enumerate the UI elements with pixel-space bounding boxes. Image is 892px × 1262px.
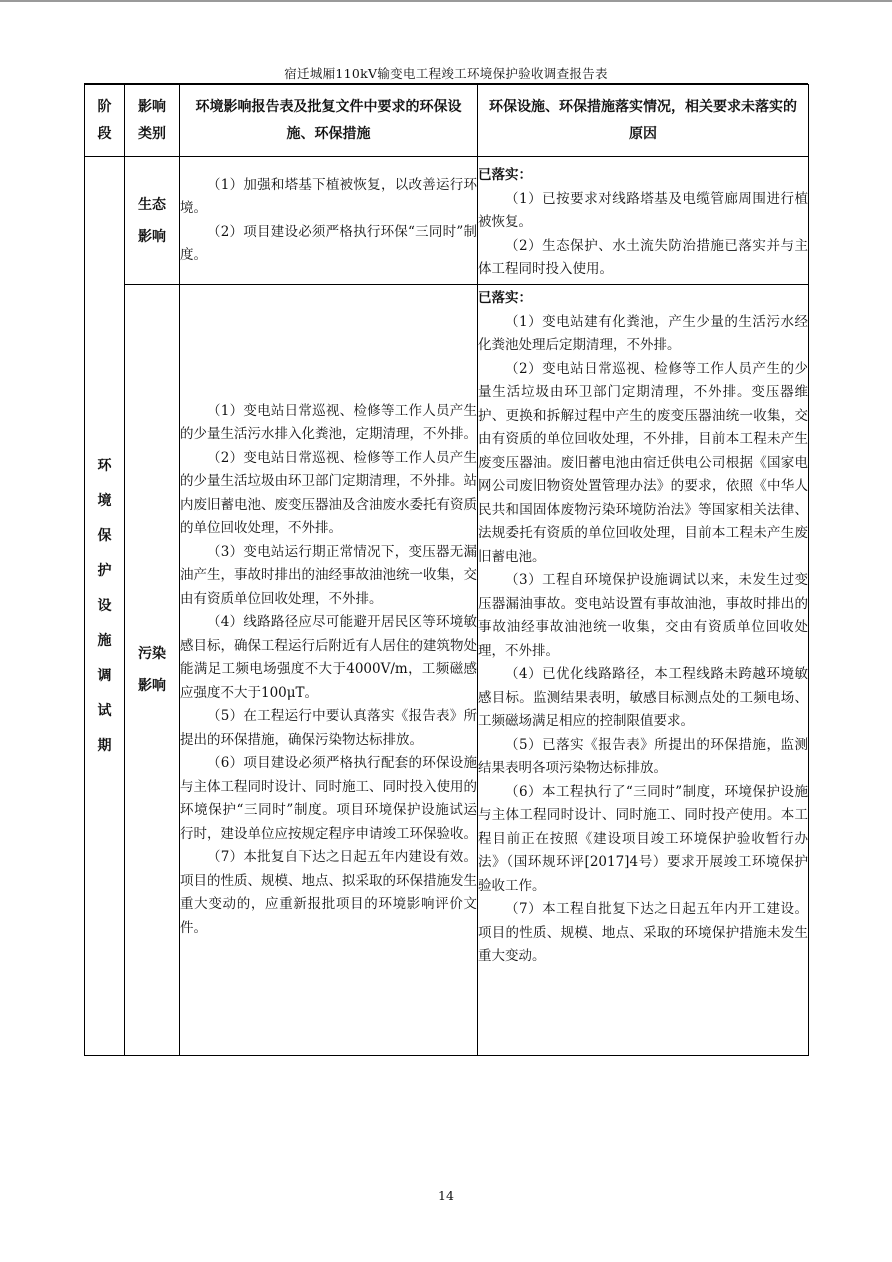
- category-label-pollution: 污染影响: [138, 646, 166, 694]
- implementation-item: （5）已落实《报告表》所提出的环保措施，监测结果表明各项污染物达标排放。: [478, 736, 808, 776]
- col-header-implementation-label: 环保设施、环保措施落实情况，相关要求未落实的原因: [489, 98, 797, 142]
- col-header-impact-type-label: 影响类别: [138, 98, 166, 142]
- implementation-item: （1）变电站建有化粪池，产生少量的生活污水经化粪池处理后定期清理，不外排。: [478, 313, 808, 353]
- requirements-cell-pollution: [180, 285, 478, 1056]
- implementation-item: （1）已按要求对线路塔基及电缆管廊周围进行植被恢复。: [478, 190, 808, 230]
- stage-label: 环境保护设施调试期: [97, 457, 112, 754]
- acceptance-table: [84, 84, 809, 1056]
- col-header-requirements-label: 环境影响报告表及批复文件中要求的环保设施、环保措施: [195, 98, 462, 142]
- category-label-eco: 生态影响: [138, 196, 166, 245]
- top-border-line: [0, 0, 892, 2]
- page-number: 14: [438, 1188, 454, 1203]
- requirement-item: （2）项目建设必须严格执行环保“三同时”制度。: [180, 223, 477, 263]
- stage-cell: [85, 157, 125, 1056]
- requirement-item: （7）本批复自下达之日起五年内建设有效。项目的性质、规模、地点、拟采取的环保措施发生重大变动的，应重新报批项目的环境影响评价文件。: [180, 849, 477, 936]
- implementation-item: （4）已优化线路路径，本工程线路未跨越环境敏感目标。监测结果表明，敏感目标测点处的工频电场、工频磁场满足相应的控制限值要求。: [478, 666, 808, 729]
- requirements-cell-eco: [180, 157, 478, 285]
- category-cell-eco: [125, 157, 180, 285]
- table-header-row: [85, 85, 809, 157]
- implementation-item: （2）生态保护、水土流失防治措施已落实并与主体工程同时投入使用。: [478, 237, 808, 277]
- requirement-item: （5）在工程运行中要认真落实《报告表》所提出的环保措施，确保污染物达标排放。: [180, 708, 477, 748]
- col-header-stage-label: 阶段: [97, 98, 112, 142]
- implementation-item: （7）本工程自批复下达之日起五年内开工建设。项目的性质、规模、地点、采取的环境保护措施未发生重大变动。: [478, 901, 808, 964]
- col-header-requirements: [180, 85, 478, 157]
- status-label: 已落实：: [478, 290, 532, 306]
- category-cell-pollution: [125, 285, 180, 1056]
- implementation-item: （2）变电站日常巡视、检修等工作人员产生的少量生活垃圾由环卫部门定期清理，不外排。变压器维护、更换和拆解过程中产生的废变压器油统一收集，交由有资质的单位回收处理，不外排，目前本工程未产生废变压器油。废旧蓄电池由宿迁供电公司根据《国家电网公司废旧物资处置管理办法》的要求，依照《中华人民共和国固体废物污染环境防治法》等国家相关法律、法规委托有资质的单位回收处理，目前本工程未产生废旧蓄电池。: [478, 360, 808, 565]
- table-row-eco: [85, 157, 809, 285]
- implementation-item: （6）本工程执行了“三同时”制度，环境保护设施与主体工程同时设计、同时施工、同时投产使用。本工程目前正在按照《建设项目竣工环境保护验收暂行办法》（国环规环评[2017]4号）要求开展竣工环境保护验收工作。: [478, 783, 808, 894]
- page-header: 宿迁城厢110kV输变电工程竣工环境保护验收调查报告表: [284, 66, 608, 81]
- col-header-impact-type: [125, 85, 180, 157]
- implementation-cell-pollution: [478, 285, 809, 1056]
- requirement-item: （4）线路路径应尽可能避开居民区等环境敏感目标，确保工程运行后附近有人居住的建筑物处能满足工频电场强度不大于4000V/m，工频磁感应强度不大于100μT。: [180, 614, 477, 701]
- col-header-implementation: [478, 85, 809, 157]
- requirement-item: （2）变电站日常巡视、检修等工作人员产生的少量生活垃圾由环卫部门定期清理，不外排。站内废旧蓄电池、废变压器油及含油废水委托有资质的单位回收处理，不外排。: [180, 449, 477, 537]
- requirement-item: （1）加强和塔基下植被恢复，以改善运行环境。: [180, 176, 477, 216]
- requirement-item: （1）变电站日常巡视、检修等工作人员产生的少量生活污水排入化粪池，定期清理，不外排。: [180, 402, 477, 443]
- status-label: 已落实：: [478, 167, 532, 183]
- implementation-cell-eco: [478, 157, 809, 285]
- implementation-item: （3）工程自环境保护设施调试以来，未发生过变压器漏油事故。变电站设置有事故油池，事故时排出的事故油经事故油池统一收集，交由有资质单位回收处理，不外排。: [478, 572, 808, 659]
- col-header-stage: [85, 85, 125, 157]
- requirement-item: （3）变电站运行期正常情况下，变压器无漏油产生，事故时排出的油经事故油池统一收集，交由有资质单位回收处理，不外排。: [180, 543, 477, 607]
- table-row-pollution: [85, 285, 809, 1056]
- requirement-item: （6）项目建设必须严格执行配套的环保设施与主体工程同时设计、同时施工、同时投入使用的环境保护“三同时”制度。项目环境保护设施试运行时，建设单位应按规定程序申请竣工环保验收。: [180, 755, 477, 842]
